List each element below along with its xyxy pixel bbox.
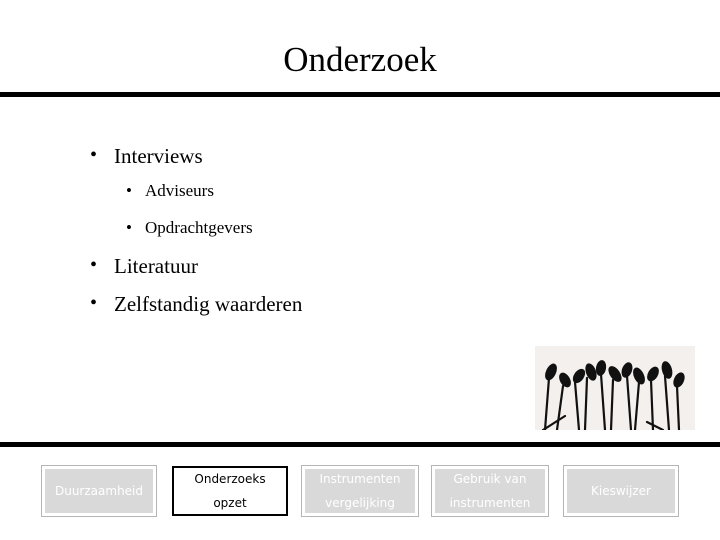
bullet-text: Adviseurs xyxy=(145,181,214,200)
nav-button-label: Duurzaamheid xyxy=(54,484,144,498)
bullet-icon: • xyxy=(90,144,98,166)
nav-button-instrumenten-vergelijking[interactable] xyxy=(302,466,418,516)
bullet-icon: • xyxy=(126,181,132,200)
bullet-icon: • xyxy=(126,218,132,237)
nav-button-kieswijzer[interactable] xyxy=(564,466,678,516)
navigation-divider xyxy=(0,442,720,447)
nav-button-label: Gebruik van instrumenten xyxy=(449,472,531,510)
title-divider xyxy=(0,92,720,97)
bullet-text: Literatuur xyxy=(114,254,198,278)
bullet-text: Interviews xyxy=(114,144,203,168)
slide-title: Onderzoek xyxy=(283,40,437,79)
nav-button-duurzaamheid[interactable] xyxy=(42,466,156,516)
nav-button-label: Instrumenten vergelijking xyxy=(319,472,401,510)
nav-button-onderzoeksopzet[interactable] xyxy=(172,466,288,516)
bullet-icon: • xyxy=(90,254,98,276)
microphones-icon xyxy=(535,346,695,430)
bullet-text: Opdrachtgevers xyxy=(145,218,253,237)
nav-button-label: Kieswijzer xyxy=(591,484,651,498)
nav-button-gebruik-van-instrumenten[interactable] xyxy=(432,466,548,516)
bullet-icon: • xyxy=(90,292,98,314)
nav-button-label: Onderzoeks opzet xyxy=(194,472,266,510)
bullet-text: Zelfstandig waarderen xyxy=(114,292,303,316)
